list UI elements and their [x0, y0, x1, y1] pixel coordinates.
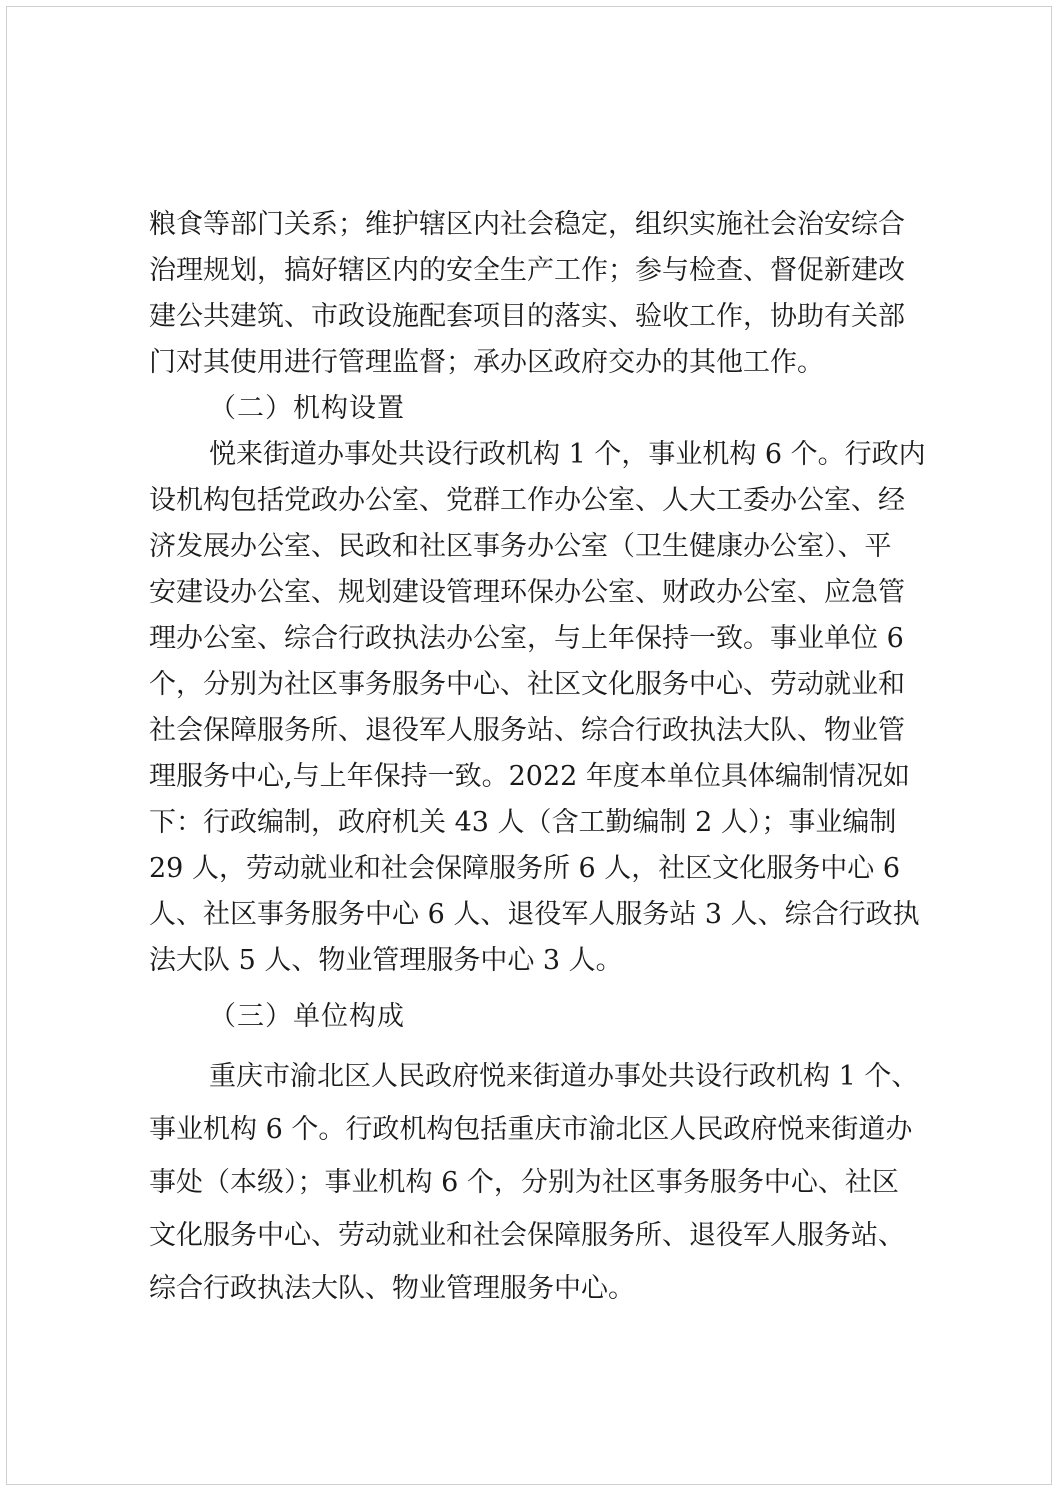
text-line: 法大队 5 人、物业管理服务中心 3 人。 — [149, 945, 623, 976]
text-line: 文化服务中心、劳动就业和社会保障服务所、退役军人服务站、 — [149, 1220, 905, 1251]
text-line: 理服务中心,与上年保持一致。2022 年度本单位具体编制情况如 — [149, 761, 910, 792]
text-line: 事业机构 6 个。行政机构包括重庆市渝北区人民政府悦来街道办 — [149, 1114, 913, 1145]
text-line: 社会保障服务所、退役军人服务站、综合行政执法大队、物业管 — [149, 715, 905, 746]
text-line: 建公共建筑、市政设施配套项目的落实、验收工作，协助有关部 — [149, 301, 905, 332]
text-line: 综合行政执法大队、物业管理服务中心。 — [149, 1273, 635, 1304]
paragraph-organization — [149, 432, 929, 984]
text-line: 治理规划，搞好辖区内的安全生产工作；参与检查、督促新建改 — [149, 255, 905, 286]
text-line: 下：行政编制，政府机关 43 人（含工勤编制 2 人）；事业编制 — [149, 807, 897, 838]
text-line: 理办公室、综合行政执法办公室，与上年保持一致。事业单位 6 — [149, 623, 904, 654]
text-line: 门对其使用进行管理监督；承办区政府交办的其他工作。 — [149, 347, 824, 378]
section-heading-organization: （二）机构设置 — [209, 393, 405, 424]
text-line: 粮食等部门关系；维护辖区内社会稳定，组织实施社会治安综合 — [149, 209, 905, 240]
text-line: 安建设办公室、规划建设管理环保办公室、财政办公室、应急管 — [149, 577, 905, 608]
text-line: 悦来街道办事处共设行政机构 1 个，事业机构 6 个。行政内 — [209, 439, 926, 470]
document-body — [149, 202, 929, 1315]
paragraph-composition — [149, 1050, 929, 1315]
paragraph-duties — [149, 202, 929, 386]
text-line: 重庆市渝北区人民政府悦来街道办事处共设行政机构 1 个、 — [209, 1061, 919, 1092]
text-line: 济发展办公室、民政和社区事务办公室（卫生健康办公室）、平 — [149, 531, 892, 562]
text-line: 设机构包括党政办公室、党群工作办公室、人大工委办公室、经 — [149, 485, 905, 516]
document-page — [6, 6, 1052, 1485]
section-heading-composition: （三）单位构成 — [209, 1001, 405, 1032]
text-line: 29 人，劳动就业和社会保障服务所 6 人，社区文化服务中心 6 — [149, 853, 901, 884]
text-line: 人、社区事务服务中心 6 人、退役军人服务站 3 人、综合行政执 — [149, 899, 920, 930]
text-line: 个，分别为社区事务服务中心、社区文化服务中心、劳动就业和 — [149, 669, 905, 700]
text-line: 事处（本级）；事业机构 6 个，分别为社区事务服务中心、社区 — [149, 1167, 899, 1198]
